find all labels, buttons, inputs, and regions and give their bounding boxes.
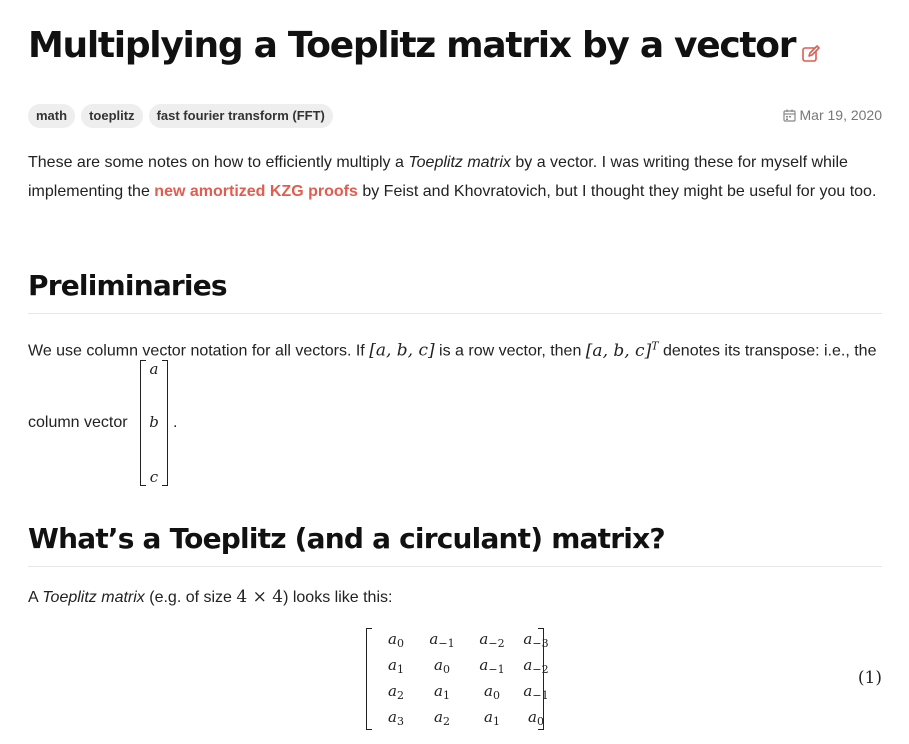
matrix-cell: $a_0$ xyxy=(484,682,500,702)
row-vector-math: [a, b, c] xyxy=(369,340,435,361)
matrix-cell: $a_0$ xyxy=(434,656,450,676)
matrix-cell: $a_{-1}$ xyxy=(523,682,549,702)
intro-text-1: These are some notes on how to efficiently multiply a xyxy=(28,154,409,171)
intro-emphasis: Toeplitz matrix xyxy=(408,154,511,171)
toeplitz-text-3: ) looks like this: xyxy=(283,589,393,606)
toeplitz-text-1: A xyxy=(28,589,43,606)
prelim-text-3: denotes its transpose: i.e., the xyxy=(658,342,877,360)
article xyxy=(28,0,882,744)
prelim-text-2: is a row vector, then xyxy=(434,342,586,360)
tag-toeplitz[interactable]: toeplitz xyxy=(81,104,143,128)
heading-toeplitz: What’s a Toeplitz (and a circulant) matrix? xyxy=(28,522,665,555)
toeplitz-emphasis: Toeplitz matrix xyxy=(42,589,145,606)
toeplitz-text-2: (e.g. of size xyxy=(144,589,237,606)
equation-number: (1) xyxy=(857,668,882,688)
post-date xyxy=(783,107,883,123)
heading-preliminaries: Preliminaries xyxy=(28,269,227,302)
post-date-text: Mar 19, 2020 xyxy=(799,107,882,123)
prelim-text-1: We use column vector notation for all vectors. If xyxy=(28,342,370,360)
matrix-cell: $a_3$ xyxy=(388,708,404,728)
page-title: Multiplying a Toeplitz matrix by a vector xyxy=(28,25,796,66)
vector-entry-b: b xyxy=(149,413,159,431)
matrix-cell: $a_2$ xyxy=(434,708,450,728)
intro-text-2: by a vector. I was writing these for myself while implementing the xyxy=(28,154,848,200)
matrix-cell: $a_1$ xyxy=(388,656,404,676)
matrix-cell: $a_{-2}$ xyxy=(523,656,549,676)
toeplitz-matrix xyxy=(366,628,549,732)
tag-math[interactable]: math xyxy=(28,104,75,128)
matrix-cell: $a_{-3}$ xyxy=(523,630,549,650)
tag-list xyxy=(28,104,333,128)
matrix-cell: $a_{-1}$ xyxy=(429,630,455,650)
heading-divider xyxy=(28,313,882,314)
column-vector xyxy=(140,360,168,488)
intro-paragraph xyxy=(28,148,882,206)
matrix-cell: $a_0$ xyxy=(528,708,544,728)
bracket-left xyxy=(366,628,372,730)
matrix-cell: $a_{-1}$ xyxy=(479,656,505,676)
tag-fft[interactable]: fast fourier transform (FFT) xyxy=(149,104,333,128)
post-meta xyxy=(28,104,882,130)
edit-icon[interactable] xyxy=(801,44,821,64)
matrix-cell: $a_2$ xyxy=(388,682,404,702)
vector-entry-c: c xyxy=(149,468,159,486)
column-vector-label: column vector xyxy=(28,414,128,431)
matrix-cell: $a_1$ xyxy=(434,682,450,702)
title-row xyxy=(28,22,821,70)
matrix-cell: $a_1$ xyxy=(484,708,500,728)
intro-text-3: by Feist and Khovratovich, but I thought they might be useful for you too. xyxy=(357,183,877,200)
heading-divider xyxy=(28,566,882,567)
kzg-proofs-link[interactable]: new amortized KZG proofs xyxy=(154,183,358,200)
matrix-cell: $a_0$ xyxy=(388,630,404,650)
vector-entry-a: a xyxy=(149,360,159,378)
calendar-icon xyxy=(783,109,796,122)
transpose-math: [a, b, c]$^T$ xyxy=(585,339,659,361)
toeplitz-paragraph xyxy=(28,583,882,612)
matrix-cell: $a_{-2}$ xyxy=(479,630,505,650)
vector-period: . xyxy=(173,414,178,431)
matrix-size-math: 4 × 4 xyxy=(236,587,284,607)
